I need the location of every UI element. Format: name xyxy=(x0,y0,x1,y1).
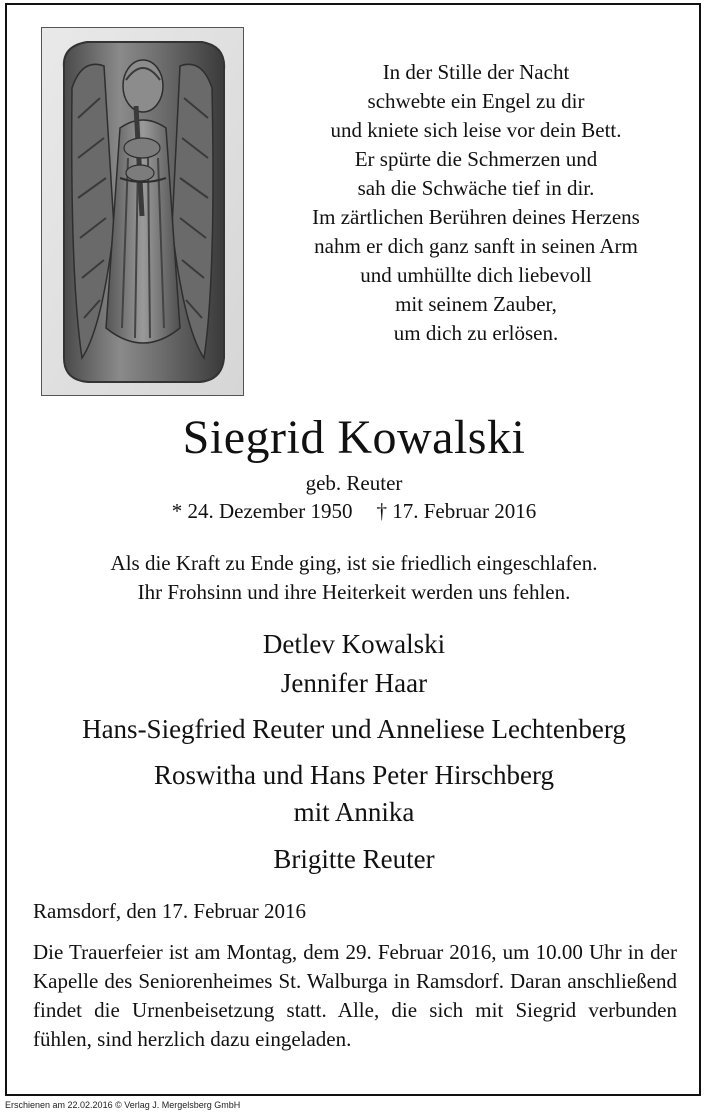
mourner-name: Brigitte Reuter xyxy=(273,844,435,874)
quote xyxy=(0,549,708,607)
birth-name: geb. Reuter xyxy=(305,471,403,495)
poem-line: und kniete sich leise vor dein Bett. xyxy=(330,118,622,142)
angel-relief-image xyxy=(42,28,243,395)
poem-line: nahm er dich ganz sanft in seinen Arm xyxy=(314,234,638,258)
mourner-name: Detlev Kowalski xyxy=(262,629,446,659)
mourner-name: Jennifer Haar xyxy=(280,668,428,698)
poem-line: um dich zu erlösen. xyxy=(393,321,559,345)
mourner-name: Roswitha und Hans Peter Hirschberg xyxy=(154,760,554,790)
quote-line-1: Als die Kraft zu Ende ging, ist sie friedlich eingeschlafen. xyxy=(110,551,598,575)
funeral-notice: Die Trauerfeier ist am Montag, dem 29. Februar 2016, um 10.00 Uhr in der Kapelle des Seniorenheimes St. Walburga in Ramsdorf. Daran anschließend findet die Urnenbeisetzung statt. Alle, die sich mit Siegrid verbunden fühlen, sind herzlich dazu eingeladen. xyxy=(33,940,677,1051)
birth-date: * 24. Dezember 1950 xyxy=(171,499,353,523)
death-date: † 17. Februar 2016 xyxy=(376,499,537,523)
angel-relief-photo xyxy=(41,27,244,396)
place-date: Ramsdorf, den 17. Februar 2016 xyxy=(33,899,306,923)
poem-line: schwebte ein Engel zu dir xyxy=(367,89,585,113)
poem xyxy=(257,58,695,348)
life-dates xyxy=(0,497,708,525)
mourner-companion: mit Annika xyxy=(293,797,415,827)
mourner-name: Hans-Siegfried Reuter und Anneliese Lechtenberg xyxy=(82,714,626,744)
deceased-name: Siegrid Kowalski xyxy=(182,411,526,464)
poem-line: Im zärtlichen Berühren deines Herzens xyxy=(312,205,640,229)
poem-line: sah die Schwäche tief in dir. xyxy=(357,176,595,200)
poem-line: und umhüllte dich liebevoll xyxy=(360,263,592,287)
quote-line-2: Ihr Frohsinn und ihre Heiterkeit werden uns fehlen. xyxy=(137,580,571,604)
poem-line: Er spürte die Schmerzen und xyxy=(354,147,598,171)
poem-line: In der Stille der Nacht xyxy=(382,60,570,84)
poem-line: mit seinem Zauber, xyxy=(395,292,557,316)
publication-footer: Erschienen am 22.02.2016 © Verlag J. Mergelsberg GmbH xyxy=(5,1100,241,1110)
